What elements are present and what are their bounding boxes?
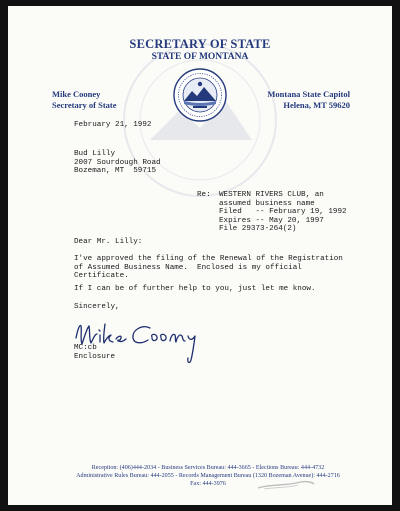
paragraph-line: I've approved the filing of the Renewal of the Registration: [74, 255, 343, 263]
paragraph-line: of Assumed Business Name. Enclosed is my official: [74, 263, 302, 272]
footer-line: Administrative Rules Bureau: 444-2055 - Records Management Bureau (1320 Bozeman Avenue): 444-2716: [76, 472, 340, 479]
footer-contacts: [48, 465, 368, 488]
re-label: Re:: [197, 191, 211, 199]
enclosure-note: Enclosure: [74, 352, 116, 361]
footer-line: Reception: (406)444-2034 - Business Services Bureau: 444-3665 - Elections Bureau: 444-4732: [91, 465, 325, 471]
recipient-address: [74, 150, 161, 176]
sender-block: [52, 89, 117, 111]
letter-page: [8, 6, 392, 505]
re-line: WESTERN RIVERS CLUB, an: [219, 191, 324, 199]
re-line: Expires -- May 20, 1997: [219, 216, 324, 225]
initials-block: [74, 344, 115, 361]
address-line: Bud Lilly: [74, 150, 116, 158]
letterhead-title: SECRETARY OF STATE: [129, 37, 271, 51]
re-block: [219, 191, 347, 234]
typist-initials: MC:cb: [74, 344, 97, 352]
footer-line: Fax: 444-3976: [190, 480, 226, 487]
letterhead-subtitle: STATE OF MONTANA: [151, 52, 249, 62]
montana-seal-icon: [173, 68, 227, 122]
closing: Sincerely,: [74, 303, 120, 311]
body-paragraph-1: [74, 255, 343, 281]
letter-date: February 21, 1992: [74, 121, 152, 129]
re-line: Filed -- February 19, 1992: [219, 208, 347, 217]
salutation: Dear Mr. Lilly:: [74, 238, 143, 246]
address-line: 2007 Sourdough Road: [74, 158, 161, 167]
sender-role: Secretary of State: [52, 100, 117, 110]
office-address-block: [267, 89, 350, 111]
office-address-line2: Helena, MT 59620: [283, 100, 350, 110]
stamp-smudge: [256, 479, 316, 491]
body-paragraph-2: If I can be of further help to you, just let me know.: [74, 285, 316, 293]
sender-name: Mike Cooney: [52, 89, 101, 99]
address-line: Bozeman, MT 59715: [74, 167, 157, 176]
office-address-line1: Montana State Capitol: [267, 89, 350, 99]
paragraph-line: Certificate.: [74, 272, 129, 281]
re-line: assumed business name: [219, 199, 315, 208]
re-line: File 29373-264(2): [219, 225, 297, 234]
